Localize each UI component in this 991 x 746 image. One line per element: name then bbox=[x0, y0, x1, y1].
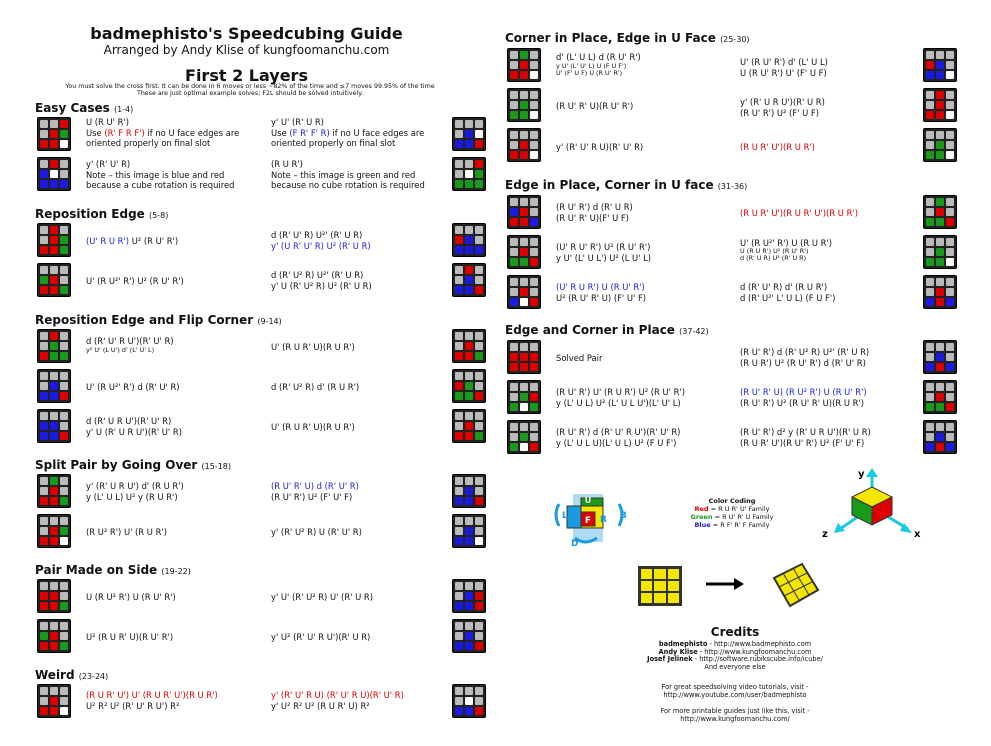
case-10-cube-icon bbox=[452, 329, 486, 363]
case-40-cube-icon bbox=[923, 380, 957, 414]
u-face-grid-icon bbox=[638, 566, 682, 606]
section-corner-in-place: Corner in Place, Edge in U Face (25-30) bbox=[505, 31, 750, 45]
case-14-alg: U' (R U R' U)(R U R') bbox=[271, 422, 355, 432]
case-38-cube-icon bbox=[923, 340, 957, 374]
case-7-cube-icon bbox=[37, 263, 71, 297]
case-8-cube-icon bbox=[452, 263, 486, 297]
case-37-alg: Solved Pair bbox=[556, 353, 603, 363]
case-13-cube-icon bbox=[37, 409, 71, 443]
section-split-pair: Split Pair by Going Over (15-18) bbox=[35, 458, 232, 472]
credits-list: badmephisto - http://www.badmephisto.com Andy Klise - http://www.kungfoomanchu.com Josef Jelinek - http://software.rubikscube.info/icube/ And everyone else bbox=[647, 640, 823, 671]
page-subtitle: Arranged by Andy Klise of kungfoomanchu.com bbox=[103, 43, 390, 57]
case-8-alg: d (R' U² R) U²' (R' U R) y' U (R' U² R) U² (R' U R) bbox=[271, 270, 372, 291]
case-14-cube-icon bbox=[452, 409, 486, 443]
case-36-cube-icon bbox=[923, 275, 957, 309]
section-pair-on-side: Pair Made on Side (19-22) bbox=[35, 563, 191, 577]
case-20-cube-icon bbox=[452, 579, 486, 613]
case-16-alg: (R U' R' U) d (R' U' R) (R U' R') U² (F' U' F) bbox=[271, 481, 359, 502]
section-weird: Weird (23-24) bbox=[35, 668, 109, 682]
face-r-label: R bbox=[600, 515, 607, 525]
case-3-alg: y' (R' U' R) Note – this image is blue and red because a cube rotation is required bbox=[86, 159, 235, 190]
face-l-label: L bbox=[562, 511, 568, 521]
case-41-cube-icon bbox=[507, 420, 541, 454]
case-9-alg: d (R' U' R U')(R' U' R) y² U' (L U') d' (L' U' L) bbox=[86, 336, 174, 354]
case-30-cube-icon bbox=[923, 128, 957, 162]
case-22-cube-icon bbox=[452, 619, 486, 653]
case-17-cube-icon bbox=[37, 514, 71, 548]
case-23-cube-icon bbox=[37, 684, 71, 718]
case-2-alg: y' U' (R' U R) Use (F R' F' R) if no U face edges are oriented properly on final slot bbox=[271, 117, 425, 148]
case-39-cube-icon bbox=[507, 380, 541, 414]
case-18-cube-icon bbox=[452, 514, 486, 548]
case-10-alg: U' (R U R' U)(R U R') bbox=[271, 342, 355, 352]
case-27-cube-icon bbox=[507, 88, 541, 122]
case-17-alg: (R U² R') U' (R U R') bbox=[86, 527, 167, 537]
case-33-alg: (U' R U' R') U² (R U' R') y U' (L' U L') U² (L U' L) bbox=[556, 242, 652, 263]
case-35-cube-icon bbox=[507, 275, 541, 309]
case-28-cube-icon bbox=[923, 88, 957, 122]
case-22-alg: y' U² (R' U' R U')(R' U R) bbox=[271, 632, 371, 642]
case-21-cube-icon bbox=[37, 619, 71, 653]
case-4-alg: (R U R') Note – this image is green and red because no cube rotation is required bbox=[271, 159, 425, 190]
section-reposition-edge: Reposition Edge (5-8) bbox=[35, 207, 169, 221]
case-3-cube-icon bbox=[37, 157, 71, 191]
case-11-cube-icon bbox=[37, 369, 71, 403]
case-20-alg: y' U' (R' U² R) U' (R' U R) bbox=[271, 592, 373, 602]
axis-x-label: x bbox=[914, 529, 921, 540]
case-12-cube-icon bbox=[452, 369, 486, 403]
case-32-cube-icon bbox=[923, 195, 957, 229]
case-39-alg: (R U' R') U' (R U R') U² (R U' R') y (L' U L) U² (L' U L U')(L' U' L) bbox=[556, 387, 685, 408]
axes-diagram bbox=[820, 465, 925, 545]
case-18-alg: y' (R' U² R) U (R' U' R) bbox=[271, 527, 362, 537]
u-face-rotated-icon bbox=[768, 560, 824, 610]
color-legend: Color Coding Red = R U R' U' Family Green = R U' R' U Family Blue = R F' R' F Family bbox=[690, 497, 774, 529]
case-32-alg: (R U R' U')(R U R' U')(R U R') bbox=[740, 208, 858, 218]
section-edge-in-place: Edge in Place, Corner in U face (31-36) bbox=[505, 178, 748, 192]
case-24-alg: y' (R' U' R U) (R' U' R U)(R' U' R) y' U² R² U² (R U R' U) R² bbox=[271, 690, 404, 711]
case-42-cube-icon bbox=[923, 420, 957, 454]
case-41-alg: (R U' R') d (R' U' R U')(R' U' R) y (L' U L U)(L' U L) U² (F U F') bbox=[556, 427, 681, 448]
case-13-alg: d (R' U R U')(R' U' R) y' U (R' U R U')(R' U' R) bbox=[86, 416, 182, 437]
case-34-alg: U' (R U²' R') U (R U R') U (R U R') U² (R U' R') d (R' U R) U² (R' U R) bbox=[740, 238, 833, 263]
face-f-label: F bbox=[584, 516, 592, 526]
case-12-alg: d (R' U² R) d' (R U R') bbox=[271, 382, 360, 392]
case-1-alg: U (R U' R') Use (R' F R F') if no U face edges are oriented properly on final slot bbox=[86, 117, 240, 148]
case-5-alg: (U' R U R') U² (R U' R') bbox=[86, 236, 179, 246]
case-34-cube-icon bbox=[923, 235, 957, 269]
arrow-right-icon bbox=[704, 577, 746, 591]
credits-more: For more printable guides just like this, visit - http://www.kungfoomanchu.com/ bbox=[660, 707, 810, 723]
case-31-cube-icon bbox=[507, 195, 541, 229]
face-d-label: D bbox=[571, 539, 579, 549]
case-6-cube-icon bbox=[452, 223, 486, 257]
case-15-alg: y' (R' U R U') d' (R U R') y (L' U L) U² y (R U R') bbox=[86, 481, 184, 502]
case-23-alg: (R U R' U') U' (R U R' U')(R U R') U² R² U² (R' U' R U') R² bbox=[86, 690, 218, 711]
section-both-in-place: Edge and Corner in Place (37-42) bbox=[505, 323, 709, 337]
credits-title: Credits bbox=[710, 625, 760, 639]
case-25-alg: d' (L' U L) d (R U' R') y U' (L' U' L) U (F U F') U' (F' U F) U (R U' R') bbox=[556, 52, 641, 77]
case-30-alg: (R U R' U')(R U R') bbox=[740, 142, 815, 152]
case-37-cube-icon bbox=[507, 340, 541, 374]
intro-text: You must solve the cross first. It can be done in 6 moves or less ~82% of the time and ≤7 moves 99.95% of the time These are just optimal example solves; F2L should be solved intuitively. bbox=[65, 83, 435, 98]
case-35-alg: (U' R U R') U (R U' R') U² (R U' R' U) (F' U' F) bbox=[556, 282, 647, 303]
case-24-cube-icon bbox=[452, 684, 486, 718]
case-33-cube-icon bbox=[507, 235, 541, 269]
case-29-cube-icon bbox=[507, 128, 541, 162]
case-1-cube-icon bbox=[37, 117, 71, 151]
case-42-alg: (R U' R') d² y (R' U R U')(R' U R) (R U R' U')(R U' R') U² (F' U' F) bbox=[740, 427, 871, 448]
face-notation-diagram bbox=[545, 486, 635, 552]
credits-youtube: For great speedsolving video tutorials, visit - http://www.youtube.com/user/badmephisto bbox=[661, 683, 809, 699]
case-19-alg: U (R U² R') U (R U' R') bbox=[86, 592, 176, 602]
page-title: badmephisto's Speedcubing Guide bbox=[90, 24, 403, 43]
case-26-alg: U' (R U' R') d' (L' U L) U (R U' R') U' (F' U F) bbox=[740, 57, 828, 78]
case-27-alg: (R U' R' U)(R U' R') bbox=[556, 101, 634, 111]
case-6-alg: d (R' U' R) U²' (R' U R) y' (U R' U' R) U² (R' U R) bbox=[271, 230, 371, 251]
case-11-alg: U' (R U²' R') d (R' U' R) bbox=[86, 382, 180, 392]
case-25-cube-icon bbox=[507, 48, 541, 82]
case-36-alg: d (R' U' R) d' (R U R') d (R' U²' L' U L) (F U F') bbox=[740, 282, 836, 303]
face-b-label: B bbox=[620, 511, 627, 521]
case-26-cube-icon bbox=[923, 48, 957, 82]
case-4-cube-icon bbox=[452, 157, 486, 191]
case-38-alg: (R U' R') d (R' U² R) U²' (R' U R) (R U R') U² (R U' R') d (R' U' R) bbox=[740, 347, 870, 368]
case-7-alg: U' (R U²' R') U² (R U' R') bbox=[86, 276, 184, 286]
case-9-cube-icon bbox=[37, 329, 71, 363]
case-16-cube-icon bbox=[452, 474, 486, 508]
case-15-cube-icon bbox=[37, 474, 71, 508]
section-reposition-flip: Reposition Edge and Flip Corner (9-14) bbox=[35, 313, 282, 327]
case-21-alg: U² (R U R' U)(R U' R') bbox=[86, 632, 174, 642]
case-40-alg: (R U' R' U) (R U² R') U (R U' R') (R U' R') U² (R U' R' U)(R U R') bbox=[740, 387, 867, 408]
section-easy-cases: Easy Cases (1-4) bbox=[35, 101, 134, 115]
case-28-alg: y' (R' U R U')(R' U R) (R U' R') U² (F' U F) bbox=[740, 97, 825, 118]
face-u-label: U bbox=[584, 496, 592, 505]
layer-title: First 2 Layers bbox=[185, 66, 308, 85]
axis-y-label: y bbox=[858, 469, 865, 480]
case-29-alg: y' (R' U' R U)(R' U' R) bbox=[556, 142, 644, 152]
case-19-cube-icon bbox=[37, 579, 71, 613]
case-31-alg: (R U' R') d (R' U R) (R U' R' U)(F' U F) bbox=[556, 202, 633, 223]
case-2-cube-icon bbox=[452, 117, 486, 151]
axis-z-label: z bbox=[822, 529, 828, 540]
case-5-cube-icon bbox=[37, 223, 71, 257]
